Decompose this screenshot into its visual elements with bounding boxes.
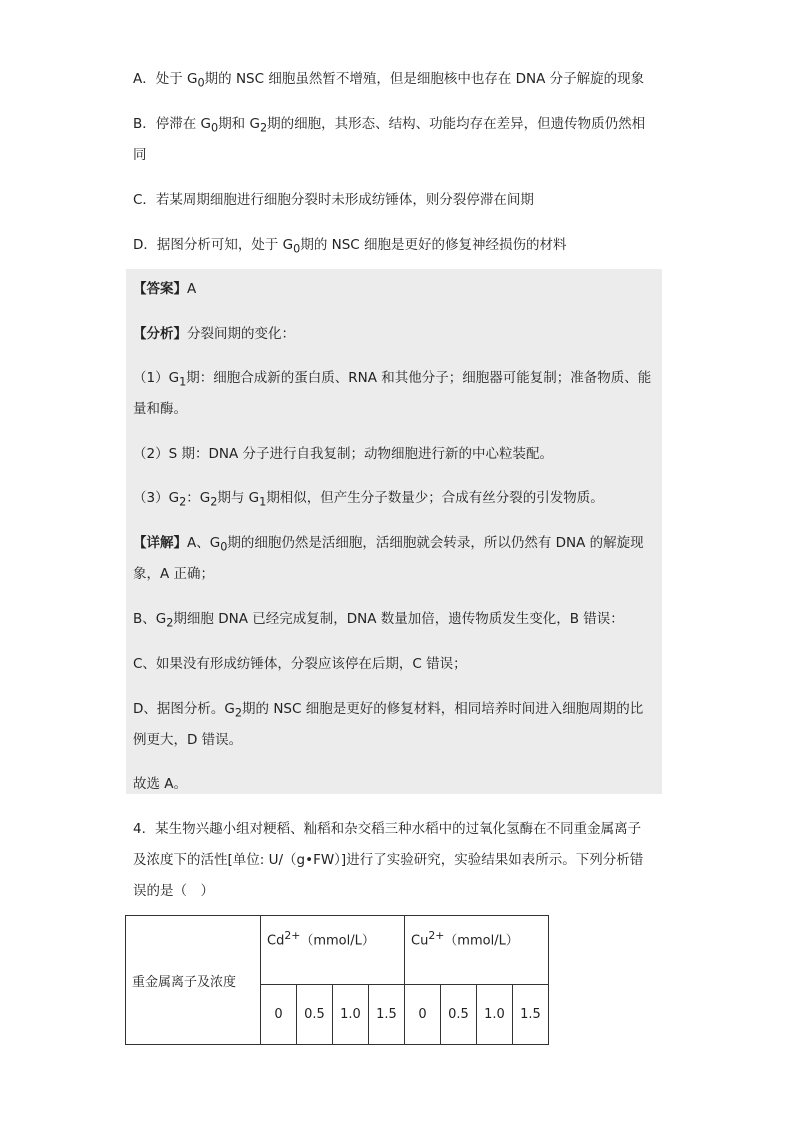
option-b-line2: 同	[133, 147, 147, 163]
option-b-line1: B．停滞在 $G_0$期和 $G_2$期的细胞，其形态、结构、功能均存在差异，但遗传物质仍然相	[133, 116, 646, 135]
analysis-g1-line2: 量和酶。	[133, 401, 187, 417]
cd-conc-0: 0	[261, 985, 297, 1045]
question-4-line2: 及浓度下的活性[单位: U/（g•FW）]进行了实验研究，实验结果如表所示。下列分析错	[133, 852, 644, 868]
answer-line: 【答案】A	[133, 281, 197, 297]
cu-conc-0.5: 0.5	[441, 985, 477, 1045]
cu-header-cell: $Cu^{2+}(mmol/L)$	[405, 916, 549, 985]
analysis-g2-line: $(3)G_2$：$G_2$期与 $G_1$期相似，但产生分子数量少；合成有丝分裂的引发物质。	[133, 490, 604, 509]
detail-d-line1: D、据图分析。$G_2$期的 NSC 细胞是更好的修复材料，相同培养时间进入细胞周期的比	[133, 701, 644, 720]
results-table	[125, 915, 549, 1045]
cu-conc-0: 0	[405, 985, 441, 1045]
option-c: C．若某周期细胞进行细胞分裂时未形成纺锤体，则分裂停滞在间期	[133, 192, 534, 208]
cu-conc-1.0: 1.0	[477, 985, 513, 1045]
final-answer-line: 故选 A。	[133, 776, 188, 792]
option-a: A．处于 $G_0$期的 NSC 细胞虽然暂不增殖，但是细胞核中也存在 DNA 分子解旋的现象	[133, 71, 645, 90]
row-header-cell: 重金属离子及浓度	[126, 916, 261, 1045]
option-d: D．据图分析可知，处于 $G_0$期的 NSC 细胞是更好的修复神经损伤的材料	[133, 237, 567, 256]
analysis-line: 【分析】分裂间期的变化：	[133, 326, 295, 342]
cu-conc-1.5: 1.5	[513, 985, 549, 1045]
analysis-s-line: （2）S 期：DNA 分子进行自我复制；动物细胞进行新的中心粒装配。	[133, 446, 553, 462]
detail-a-line2: 象，A 正确；	[133, 566, 215, 582]
detail-b-line: B、$G_2$期细胞 DNA 已经完成复制，DNA 数量加倍，遗传物质发生变化，B 错误：	[133, 611, 624, 630]
question-4-line3: 误的是（ ）	[133, 883, 214, 899]
cd-header-cell: $Cd^{2+}(mmol/L)$	[261, 916, 405, 985]
cd-conc-1.0: 1.0	[333, 985, 369, 1045]
cd-conc-1.5: 1.5	[369, 985, 405, 1045]
analysis-g1-line1: $(1)G_1$期：细胞合成新的蛋白质、RNA 和其他分子；细胞器可能复制；准备物质、能	[133, 370, 652, 389]
detail-c-line: C、如果没有形成纺锤体，分裂应该停在后期，C 错误；	[133, 656, 467, 672]
question-4-line1: 4．某生物兴趣小组对粳稻、籼稻和杂交稻三种水稻中的过氧化氢酶在不同重金属离子	[133, 821, 642, 837]
detail-d-line2: 例更大，D 错误。	[133, 732, 243, 748]
detail-a-line1: 【详解】A、$G_0$期的细胞仍然是活细胞，活细胞就会转录，所以仍然有 DNA 的解旋现	[133, 535, 644, 554]
cd-conc-0.5: 0.5	[297, 985, 333, 1045]
